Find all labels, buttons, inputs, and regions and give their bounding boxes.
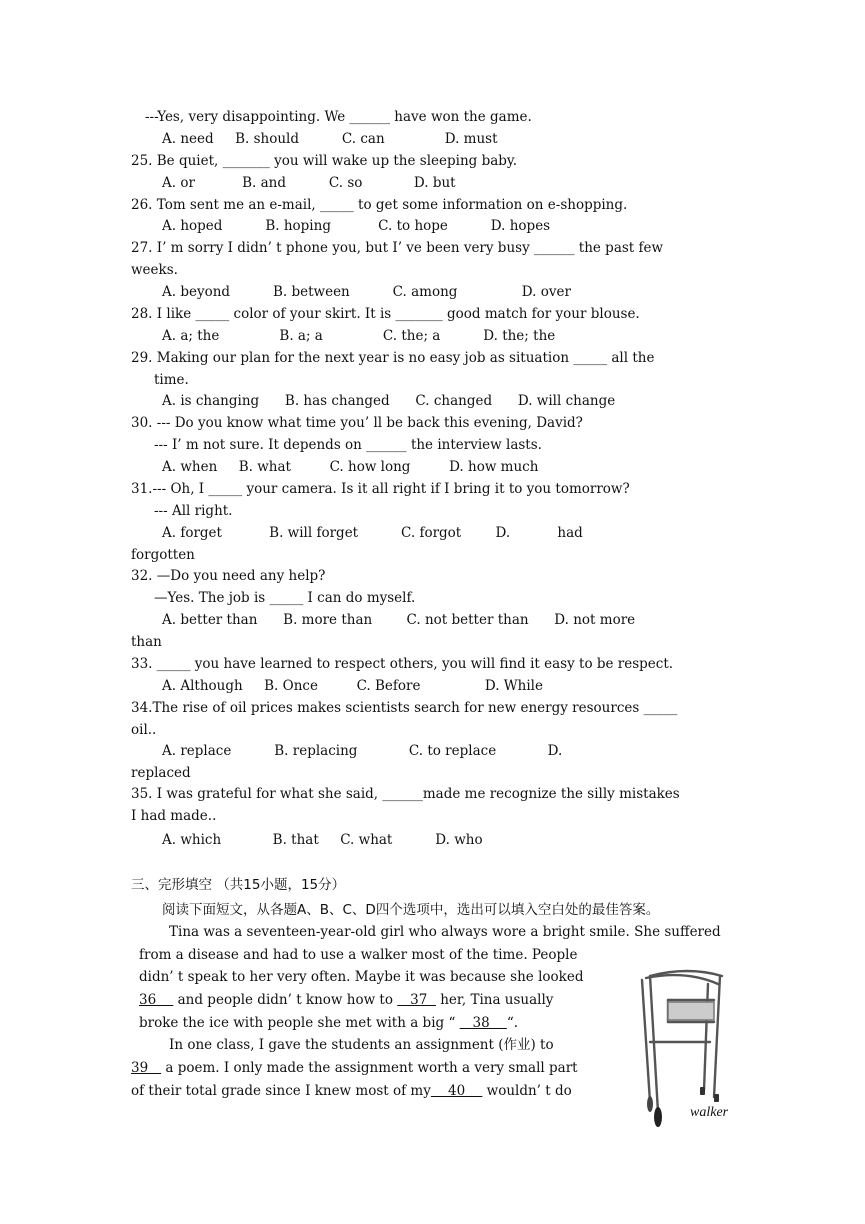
question-line: 27. I’ m sorry I didn’ t phone you, but I’ ve been very busy ______ the past few <box>131 240 664 256</box>
question-line: A. which B. that C. what D. who <box>162 832 483 848</box>
question-line: replaced <box>131 765 191 781</box>
question-line: A. when B. what C. how long D. how much <box>162 459 539 475</box>
figure-caption: walker <box>690 1105 729 1120</box>
blank-36: 36 <box>139 992 174 1008</box>
question-line: 28. I like _____ color of your skirt. It is _______ good match for your blouse. <box>131 306 640 322</box>
passage-line: 39 a poem. I only made the assignment worth a very small part <box>131 1060 578 1076</box>
question-line: 35. I was grateful for what she said, ______made me recognize the silly mistakes <box>131 786 680 802</box>
blank-37: 37 <box>397 992 436 1008</box>
question-line: A. forget B. will forget C. forgot D. had <box>162 525 583 541</box>
blank-39: 39 <box>131 1060 162 1076</box>
question-line: 30. --- Do you know what time you’ ll be back this evening, David? <box>131 415 583 431</box>
question-line: ---Yes, very disappointing. We ______ have won the game. <box>145 109 532 125</box>
passage-line: 36 and people didn’ t know how to 37 her, Tina usually <box>139 992 554 1008</box>
passage-line: Tina was a seventeen-year-old girl who always wore a bright smile. She suffered <box>169 924 721 940</box>
passage-line: from a disease and had to use a walker most of the time. People <box>139 947 578 963</box>
passage-line: In one class, I gave the students an assignment (作业) to <box>169 1037 554 1053</box>
blank-40: 40 <box>430 1083 483 1099</box>
question-line: 31.--- Oh, I _____ your camera. Is it all right if I bring it to you tomorrow? <box>131 481 630 497</box>
passage-line: didn’ t speak to her very often. Maybe it was because she looked <box>139 969 584 985</box>
question-line: A. need B. should C. can D. must <box>162 131 498 147</box>
passage-line: of their total grade since I knew most of my 40 wouldn’ t do <box>131 1083 572 1099</box>
question-line: 34.The rise of oil prices makes scientists search for new energy resources _____ <box>131 700 678 716</box>
question-line: A. is changing B. has changed C. changed D. will change <box>162 393 616 409</box>
question-line: A. better than B. more than C. not better than D. not more <box>162 612 636 628</box>
question-line: A. a; the B. a; a C. the; a D. the; the <box>162 328 556 344</box>
question-line: A. hoped B. hoping C. to hope D. hopes <box>162 218 551 234</box>
blank-38: 38 <box>459 1015 507 1031</box>
question-line: I had made.. <box>131 808 217 824</box>
question-line: weeks. <box>131 262 178 278</box>
section-instruction: 阅读下面短文，从各题A、B、C、D四个选项中，选出可以填入空白处的最佳答案。 <box>162 902 660 918</box>
question-line: 26. Tom sent me an e-mail, _____ to get some information on e-shopping. <box>131 197 628 213</box>
question-line: than <box>131 634 162 650</box>
question-line: --- I’ m not sure. It depends on ______ the interview lasts. <box>154 437 542 453</box>
question-line: —Yes. The job is _____ I can do myself. <box>154 590 416 606</box>
question-line: 29. Making our plan for the next year is no easy job as situation _____ all the <box>131 350 655 366</box>
question-line: 32. —Do you need any help? <box>131 568 326 584</box>
question-line: 25. Be quiet, _______ you will wake up the sleeping baby. <box>131 153 518 169</box>
question-line: A. replace B. replacing C. to replace D. <box>162 743 563 759</box>
question-line: --- All right. <box>154 503 233 519</box>
question-line: A. Although B. Once C. Before D. While <box>162 678 543 694</box>
question-line: oil.. <box>131 722 157 738</box>
question-line: 33. _____ you have learned to respect others, you will find it easy to be respect. <box>131 656 674 672</box>
question-line: forgotten <box>131 547 195 563</box>
section-heading: 三、完形填空 （共15小题，15分） <box>131 877 346 893</box>
question-line: time. <box>154 372 189 388</box>
question-line: A. or B. and C. so D. but <box>162 175 456 191</box>
question-line: A. beyond B. between C. among D. over <box>162 284 571 300</box>
passage-line: broke the ice with people she met with a big “ 38 “. <box>139 1015 519 1031</box>
